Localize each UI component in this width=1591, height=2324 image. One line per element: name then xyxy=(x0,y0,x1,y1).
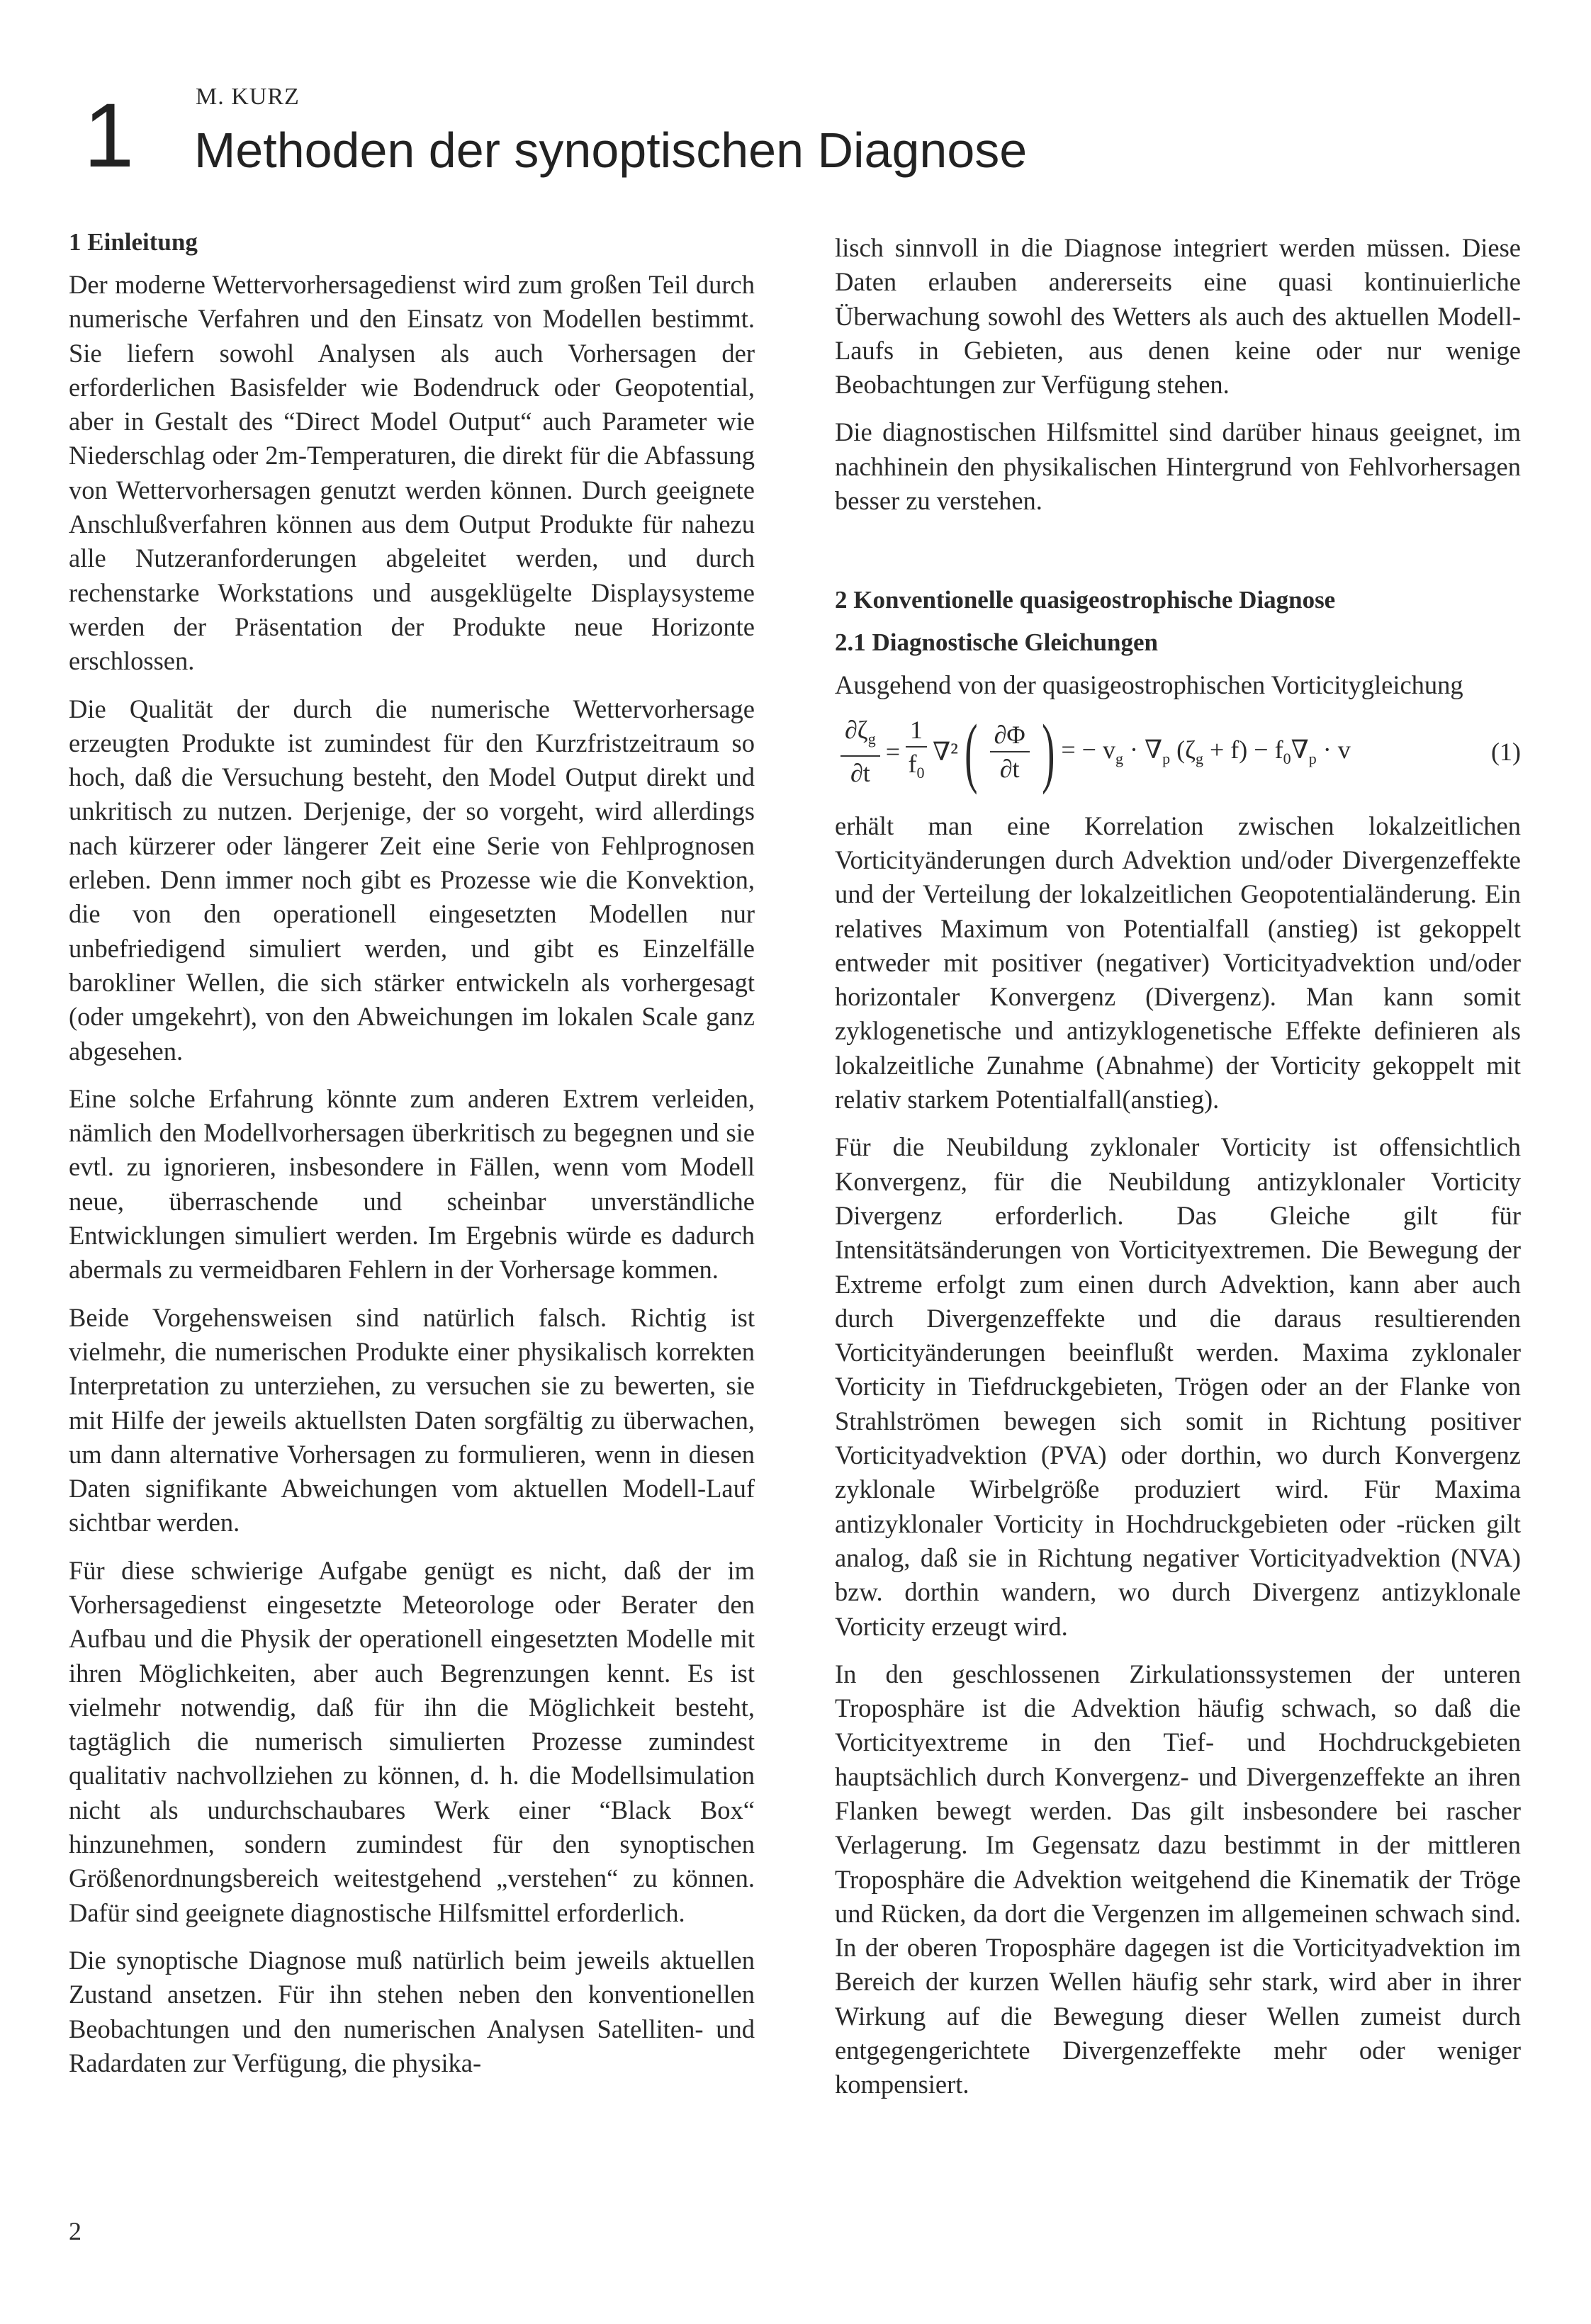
left-column xyxy=(69,225,755,2094)
chapter-title: Methoden der synoptischen Diagnose xyxy=(194,123,1028,178)
right-column xyxy=(835,231,1521,2116)
section-heading: 2 Konventionelle quasigeostrophische Diagnose xyxy=(835,586,1336,614)
fraction: $\frac{1}{f_0}$ xyxy=(906,713,927,789)
section-heading: 1 Einleitung xyxy=(69,228,198,256)
paragraph: erhält man eine Korrelation zwischen lokalzeitlichen Vorticityänderungen durch Advektion und/oder Divergenzeffekte und der Verteilung der lokalzeitlichen Geopotentialänderung. Ein relatives Maximum von Potentialfall (anstieg) ist gekoppelt entweder mit positiver (negativer) Vorticityadvektion und/oder horizontaler Konvergenz (Divergenz). Man kann somit zyklogenetische und antizyklogenetische Effekte definieren als lokalzeitliche Zunahme (Abnahme) der Vorticity gekoppelt mit relativ starkem Potentialfall(anstieg). xyxy=(835,811,1521,1115)
paragraph: Die Qualität der durch die numerische Wettervorhersage erzeugten Produkte ist zumindest für den Kurzfristzeitraum so hoch, daß die Versuchung besteht, den Model Output direkt und unkritisch zu nutzen. Derjenige, der so vorgeht, wird allerdings nach kürzerer oder längerer Zeit eine Serie von Fehlprognosen erleben. Denn immer noch gibt es Prozesse wie die Konvektion, die von den operationell eingesetzten Modellen nur unbefriedigend simuliert werden, und gibt es Einzelfälle barokliner Wellen, die sich stärker entwickeln als vorhergesagt (oder umgekehrt), von den Abweichungen im lokalen Scale ganz abgesehen. xyxy=(69,694,755,1066)
equation: $\frac{\partial\zeta_g}{\partial t}$ = $\frac{1}{f_0}$ ∇² ( $\frac{\partial\Phi}{\partial t}$ ) = − $v_g \cdot \nabla_p$ $(\zeta_g + f) - f_0\nabla_p \cdot v$ (1) xyxy=(835,706,1521,798)
author: M. KURZ xyxy=(196,84,300,110)
paragraph: Ausgehend von der quasigeostrophischen Vorticitygleichung xyxy=(835,670,1463,700)
paragraph: Die diagnostischen Hilfsmittel sind darüber hinaus geeignet, im nachhinein den physikalischen Hintergrund von Fehlvorhersagen besser zu verstehen. xyxy=(835,417,1521,516)
paragraph: Für diese schwierige Aufgabe genügt es nicht, daß der im Vorhersagedienst eingesetzte Meteorologe oder Berater den Aufbau und die Physik der operationell eingesetzten Modelle mit ihren Möglichkeiten, aber auch Begrenzungen kennt. Es ist vielmehr notwendig, daß für ihn die Möglichkeit besteht, tagtäglich die numerisch simulierten Prozesse zumindest qualitativ nachvollziehen zu können, d. h. die Modellsimulation nicht als undurchschaubares Werk einer “Black Box“ hinzunehmen, sondern zumindest für den synoptischen Größenordnungsbereich weitestgehend „verstehen“ zu können. Dafür sind geeignete diagnostische Hilfsmittel erforderlich. xyxy=(69,1555,755,1927)
paragraph: Eine solche Erfahrung könnte zum anderen Extrem verleiden, nämlich den Modellvorhersagen überkritisch zu begegnen und sie evtl. zu ignorieren, insbesondere in Fällen, wenn vom Modell neue, überraschende und scheinbar unverständliche Entwicklungen simuliert werden. Im Ergebnis würde es dadurch abermals zu vermeidbaren Fehlern in der Vorhersage kommen. xyxy=(69,1083,755,1285)
chapter-number: 1 xyxy=(84,85,135,186)
equation-rhs: = − $v_g \cdot \nabla_p$ $(\zeta_g + f) - f_0\nabla_p \cdot v$ xyxy=(1061,735,1351,768)
paragraph: Die synoptische Diagnose muß natürlich beim jeweils aktuellen Zustand ansetzen. Für ihn stehen neben den konventionellen Beobachtungen und den numerischen Analysen Satelliten- und Radardaten zur Verfügung, die physika- xyxy=(69,1945,755,2077)
paragraph: lisch sinnvoll in die Diagnose integriert werden müssen. Diese Daten erlauben andererseits eine quasi kontinuierliche Überwachung sowohl des Wetters als auch des aktuellen Modell-Laufs in Gebieten, aus denen keine oder nur wenige Beobachtungen zur Verfügung stehen. xyxy=(835,233,1521,400)
paragraph: Der moderne Wettervorhersagedienst wird zum großen Teil durch numerische Verfahren und den Einsatz von Modellen bestimmt. Sie liefern sowohl Analysen als auch Vorhersagen der erforderlichen Basisfelder wie Bodendruck oder Geopotential, aber in Gestalt des “Direct Model Output“ auch Parameter wie Niederschlag oder 2m-Temperaturen, die direkt für die Abfassung von Wettervorhersagen genutzt werden können. Durch geeignete Anschlußverfahren können aus dem Output Produkte für nahezu alle Nutzeranforderungen abgeleitet werden, und durch rechenstarke Workstations und ausgeklügelte Displaysysteme werden der Präsentation der Produkte neue Horizonte erschlossen. xyxy=(69,270,755,676)
paragraph: In den geschlossenen Zirkulationssystemen der unteren Troposphäre ist die Advektion häufig schwach, so daß die Vorticityextreme in den Tief- und Hochdruckgebieten hauptsächlich durch Konvergenz- und Divergenzeffekte an ihren Flanken bewegt werden. Das gilt insbesondere bei rascher Verlagerung. Im Gegensatz dazu bestimmt in der mittleren Troposphäre die Advektion weitgehend die Kinematik der Tröge und Rücken, da dort die Vergenzen im allgemeinen schwach sind. In der oberen Troposphäre dagegen ist die Vorticityadvektion im Bereich der kurzen Wellen häufig sehr stark, wird aber in ihrer Wirkung auf die Bewegung dieser Wellen zumeist durch entgegengerichtete Divergenzeffekte mehr oder weniger kompensiert. xyxy=(835,1659,1521,2099)
subsection-heading: 2.1 Diagnostische Gleichungen xyxy=(835,628,1159,657)
equation-number: (1) xyxy=(1491,737,1521,766)
paragraph: Beide Vorgehensweisen sind natürlich falsch. Richtig ist vielmehr, die numerischen Produkte einer physikalisch korrekten Interpretation zu unterziehen, zu versuchen sie zu bewerten, sie mit Hilfe der jeweils aktuellsten Daten sorgfältig zu überwachen, um dann alternative Vorhersagen zu formulieren, wenn in diesen Daten signifikante Abweichungen vom aktuellen Modell-Lauf sichtbar werden. xyxy=(69,1302,755,1538)
page-number: 2 xyxy=(69,2217,81,2245)
fraction: $\frac{\partial\zeta_g}{\partial t}$ xyxy=(841,713,880,789)
fraction: $\frac{\partial\Phi}{\partial t}$ xyxy=(990,718,1030,785)
paragraph: Für die Neubildung zyklonaler Vorticity ist offensichtlich Konvergenz, für die Neubildung antizyklonaler Vorticity Divergenz erforderlich. Das Gleiche gilt für Intensitätsänderungen von Vorticityextremen. Die Bewegung der Extreme erfolgt zum einen durch Advektion, kann aber auch durch Divergenzeffekte und die daraus resultierenden Vorticityänderungen beeinflußt werden. Maxima zyklonaler Vorticity in Tiefdruckgebieten, Trögen oder an der Flanke von Strahlströmen bewegen sich somit in Richtung positiver Vorticityadvektion (PVA) oder dorthin, wo durch Konvergenz zyklonale Wirbelgröße produziert wird. Für Maxima antizyklonaler Vorticity in Hochdruckgebieten oder -rücken gilt analog, daß sie in Richtung negativer Vorticityadvektion (NVA) bzw. dorthin wandern, wo durch Divergenz antizyklonale Vorticity erzeugt wird. xyxy=(835,1132,1521,1641)
